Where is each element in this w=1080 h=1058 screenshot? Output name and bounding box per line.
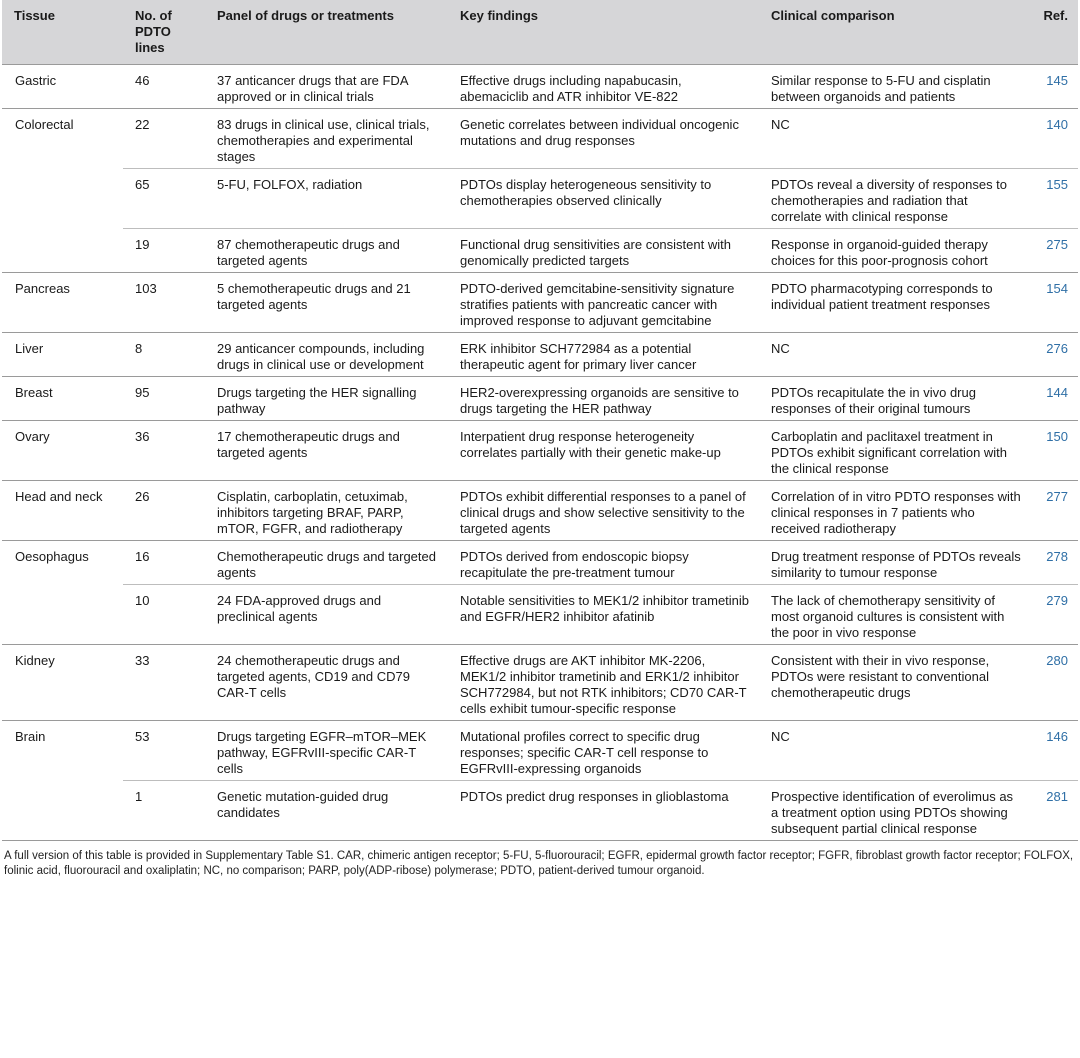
tissue-cell: Ovary [2,421,123,481]
tissue-cell [2,585,123,645]
findings-cell: PDTO-derived gemcitabine-sensitivity signature stratifies patients with pancreatic cancer with improved response to adjuvant gemcitabine [448,273,759,333]
table-body [2,65,1078,841]
findings-cell: HER2-overexpressing organoids are sensitive to drugs targeting the HER pathway [448,377,759,421]
findings-cell: PDTOs derived from endoscopic biopsy recapitulate the pre-treatment tumour [448,541,759,585]
table-row [2,169,1078,229]
header-row [2,0,1078,65]
drugs-cell: 24 chemotherapeutic drugs and targeted agents, CD19 and CD79 CAR-T cells [205,645,448,721]
lines-cell: 16 [123,541,205,585]
clinical-cell: NC [759,109,1027,169]
clinical-cell: Consistent with their in vivo response, PDTOs were resistant to conventional chemotherapeutic drugs [759,645,1027,721]
findings-cell: Interpatient drug response heterogeneity correlates partially with their genetic make-up [448,421,759,481]
lines-cell: 26 [123,481,205,541]
tissue-cell: Brain [2,721,123,781]
clinical-cell: NC [759,721,1027,781]
table-row [2,65,1078,109]
clinical-cell: PDTO pharmacotyping corresponds to individual patient treatment responses [759,273,1027,333]
ref-link[interactable]: 155 [1027,169,1078,229]
drugs-cell: 17 chemotherapeutic drugs and targeted agents [205,421,448,481]
lines-cell: 1 [123,781,205,841]
table-row [2,333,1078,377]
tissue-cell [2,169,123,229]
lines-cell: 36 [123,421,205,481]
ref-link[interactable]: 144 [1027,377,1078,421]
tissue-cell [2,229,123,273]
ref-link[interactable]: 276 [1027,333,1078,377]
findings-cell: PDTOs exhibit differential responses to a panel of clinical drugs and show selective sensitivity to the targeted agents [448,481,759,541]
tissue-cell [2,781,123,841]
drugs-cell: Drugs targeting the HER signalling pathway [205,377,448,421]
header-tissue: Tissue [2,0,123,65]
clinical-cell: PDTOs recapitulate the in vivo drug responses of their original tumours [759,377,1027,421]
findings-cell: ERK inhibitor SCH772984 as a potential therapeutic agent for primary liver cancer [448,333,759,377]
findings-cell: Effective drugs are AKT inhibitor MK-2206, MEK1/2 inhibitor trametinib and ERK1/2 inhibitor SCH772984, but not RTK inhibitors; CD70 CAR-T cells exhibit tumour-specific response [448,645,759,721]
lines-cell: 33 [123,645,205,721]
clinical-cell: Response in organoid-guided therapy choices for this poor-prognosis cohort [759,229,1027,273]
ref-link[interactable]: 140 [1027,109,1078,169]
drugs-cell: 29 anticancer compounds, including drugs in clinical use or development [205,333,448,377]
findings-cell: Effective drugs including napabucasin, abemaciclib and ATR inhibitor VE-822 [448,65,759,109]
lines-cell: 22 [123,109,205,169]
findings-cell: PDTOs predict drug responses in glioblastoma [448,781,759,841]
drugs-cell: 24 FDA-approved drugs and preclinical agents [205,585,448,645]
lines-cell: 95 [123,377,205,421]
tissue-cell: Kidney [2,645,123,721]
lines-cell: 103 [123,273,205,333]
pdto-table [2,0,1078,841]
table-row [2,229,1078,273]
table-row [2,541,1078,585]
findings-cell: Functional drug sensitivities are consistent with genomically predicted targets [448,229,759,273]
clinical-cell: Similar response to 5-FU and cisplatin between organoids and patients [759,65,1027,109]
lines-cell: 8 [123,333,205,377]
lines-cell: 10 [123,585,205,645]
lines-cell: 46 [123,65,205,109]
findings-cell: Notable sensitivities to MEK1/2 inhibitor trametinib and EGFR/HER2 inhibitor afatinib [448,585,759,645]
table-row [2,109,1078,169]
table-row [2,421,1078,481]
lines-cell: 53 [123,721,205,781]
tissue-cell: Head and neck [2,481,123,541]
tissue-cell: Pancreas [2,273,123,333]
tissue-cell: Oesophagus [2,541,123,585]
ref-link[interactable]: 150 [1027,421,1078,481]
tissue-cell: Breast [2,377,123,421]
clinical-cell: Carboplatin and paclitaxel treatment in PDTOs exhibit significant correlation with the clinical response [759,421,1027,481]
ref-link[interactable]: 279 [1027,585,1078,645]
clinical-cell: NC [759,333,1027,377]
drugs-cell: Drugs targeting EGFR–mTOR–MEK pathway, EGFRvIII-specific CAR-T cells [205,721,448,781]
header-clinical: Clinical comparison [759,0,1027,65]
drugs-cell: Cisplatin, carboplatin, cetuximab, inhibitors targeting BRAF, PARP, mTOR, FGFR, and radiotherapy [205,481,448,541]
header-drugs: Panel of drugs or treatments [205,0,448,65]
clinical-cell: The lack of chemotherapy sensitivity of most organoid cultures is consistent with the poor in vivo response [759,585,1027,645]
ref-link[interactable]: 278 [1027,541,1078,585]
findings-cell: Genetic correlates between individual oncogenic mutations and drug responses [448,109,759,169]
drugs-cell: Genetic mutation-guided drug candidates [205,781,448,841]
ref-link[interactable]: 280 [1027,645,1078,721]
ref-link[interactable]: 154 [1027,273,1078,333]
table-footnote: A full version of this table is provided in Supplementary Table S1. CAR, chimeric antigen receptor; 5-FU, 5-fluorouracil; EGFR, epidermal growth factor receptor; FGFR, fibroblast growth factor receptor; FOLFOX, folinic acid, fluorouracil and oxaliplatin; NC, no comparison; PARP, poly(ADP-ribose) polymerase; PDTO, patient-derived tumour organoid. [4,850,1074,877]
table-row [2,781,1078,841]
tissue-cell: Liver [2,333,123,377]
header-findings: Key findings [448,0,759,65]
drugs-cell: 87 chemotherapeutic drugs and targeted agents [205,229,448,273]
lines-cell: 65 [123,169,205,229]
clinical-cell: PDTOs reveal a diversity of responses to chemotherapies and radiation that correlate with clinical response [759,169,1027,229]
ref-link[interactable]: 277 [1027,481,1078,541]
table-row [2,377,1078,421]
ref-link[interactable]: 145 [1027,65,1078,109]
header-lines: No. of PDTO lines [123,0,205,65]
clinical-cell: Drug treatment response of PDTOs reveals similarity to tumour response [759,541,1027,585]
tissue-cell: Gastric [2,65,123,109]
clinical-cell: Correlation of in vitro PDTO responses with clinical responses in 7 patients who received radiotherapy [759,481,1027,541]
lines-cell: 19 [123,229,205,273]
table-row [2,721,1078,781]
clinical-cell: Prospective identification of everolimus as a treatment option using PDTOs showing subsequent partial clinical response [759,781,1027,841]
drugs-cell: 5 chemotherapeutic drugs and 21 targeted agents [205,273,448,333]
drugs-cell: 5-FU, FOLFOX, radiation [205,169,448,229]
header-ref: Ref. [1027,0,1078,65]
drugs-cell: Chemotherapeutic drugs and targeted agents [205,541,448,585]
drugs-cell: 37 anticancer drugs that are FDA approved or in clinical trials [205,65,448,109]
table-row [2,481,1078,541]
findings-cell: PDTOs display heterogeneous sensitivity to chemotherapies observed clinically [448,169,759,229]
ref-link[interactable]: 275 [1027,229,1078,273]
table-row [2,273,1078,333]
ref-link[interactable]: 146 [1027,721,1078,781]
tissue-cell: Colorectal [2,109,123,169]
ref-link[interactable]: 281 [1027,781,1078,841]
table-row [2,645,1078,721]
findings-cell: Mutational profiles correct to specific drug responses; specific CAR-T cell response to EGFRvIII-expressing organoids [448,721,759,781]
table-row [2,585,1078,645]
drugs-cell: 83 drugs in clinical use, clinical trials, chemotherapies and experimental stages [205,109,448,169]
